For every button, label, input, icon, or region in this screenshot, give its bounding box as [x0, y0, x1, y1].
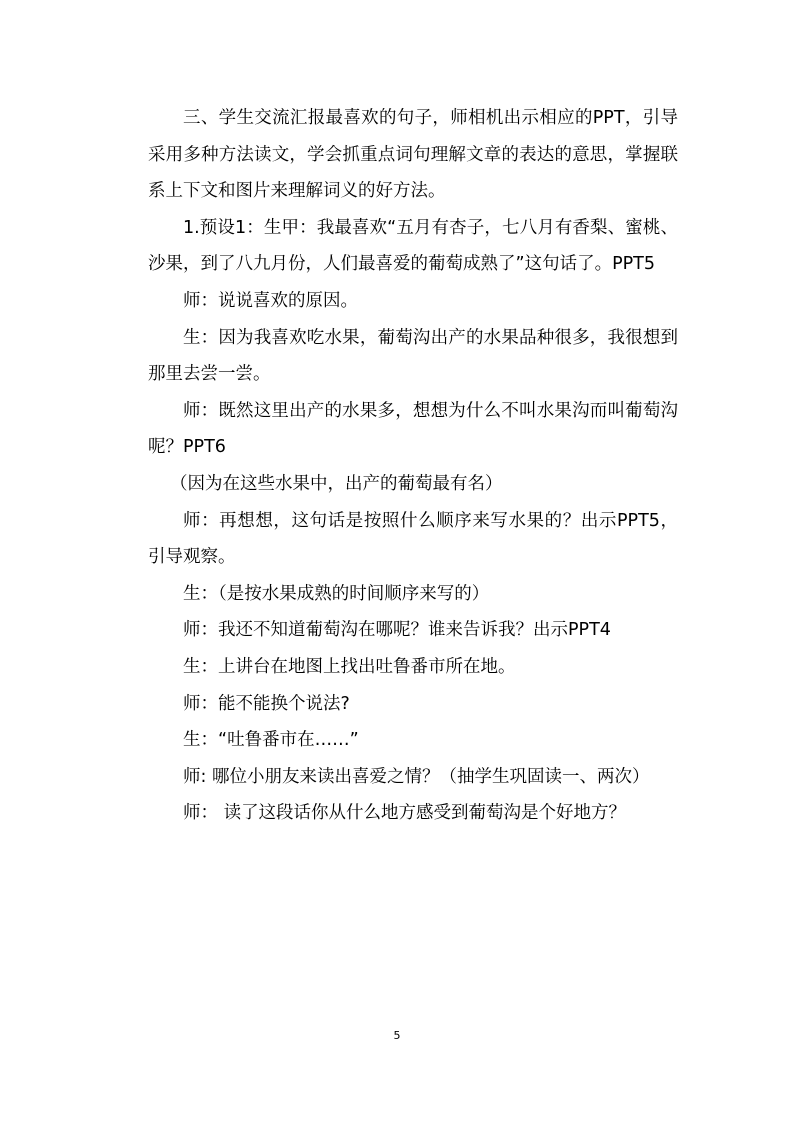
page-number: 5 — [393, 1029, 401, 1042]
paragraph-4: 生：因为我喜欢吃水果，葡萄沟出产的水果品种很多，我很想到那里去尝一尝。 — [148, 327, 678, 385]
paragraph-7: 师：再想想，这句话是按照什么顺序来写水果的？出示PPT5，引导观察。 — [148, 510, 678, 568]
paragraph-8: 生：（是按水果成熟的时间顺序来写的） — [183, 583, 490, 604]
paragraph-5: 师：既然这里出产的水果多，想想为什么不叫水果沟而叫葡萄沟呢？PPT6 — [148, 400, 678, 458]
paragraph-13: 师: 哪位小朋友来读出喜爱之情？（抽学生巩固读一、两次） — [183, 766, 650, 787]
document-body — [148, 100, 678, 832]
paragraph-2: 1.预设1：生甲：我最喜欢“五月有杏子，七八月有香梨、蜜桃、沙果，到了八九月份，人们最喜爱的葡萄成熟了”这句话了。PPT5 — [148, 217, 678, 275]
paragraph-14: 师： 读了这段话你从什么地方感受到葡萄沟是个好地方？ — [183, 803, 627, 824]
paragraph-11: 师：能不能换个说法? — [183, 693, 350, 714]
paragraph-6: （因为在这些水果中，出产的葡萄最有名） — [170, 473, 503, 494]
paragraph-1: 三、学生交流汇报最喜欢的句子，师相机出示相应的PPT，引导采用多种方法读文，学会抓重点词句理解文章的表达的意思，掌握联系上下文和图片来理解词义的好方法。 — [148, 108, 678, 202]
paragraph-9: 师：我还不知道葡萄沟在哪呢？谁来告诉我？出示PPT4 — [183, 620, 611, 641]
paragraph-3: 师：说说喜欢的原因。 — [183, 290, 358, 311]
paragraph-12: 生：“吐鲁番市在……” — [183, 730, 359, 751]
paragraph-10: 生：上讲台在地图上找出吐鲁番市所在地。 — [183, 656, 516, 677]
